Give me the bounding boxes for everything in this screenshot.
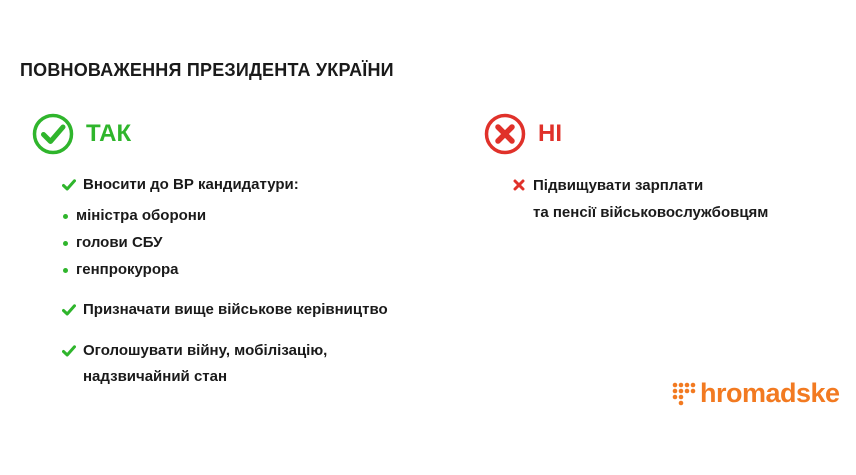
yes-heading-label: ТАК bbox=[86, 120, 132, 147]
list-item-raise-salaries-line1: Підвищувати зарплати bbox=[533, 177, 704, 194]
list-item-appoint bbox=[62, 297, 388, 323]
list-item-nominate bbox=[62, 172, 299, 198]
list-item-declare bbox=[62, 338, 327, 390]
page-title: ПОВНОВАЖЕННЯ ПРЕЗИДЕНТА УКРАЇНИ bbox=[20, 60, 394, 80]
list-item-declare-line2: надзвичайний стан bbox=[83, 368, 228, 385]
sub-item-sbu-head bbox=[62, 230, 163, 256]
sub-item-prosecutor bbox=[62, 257, 179, 283]
check-icon bbox=[62, 172, 76, 198]
sub-item-label: голови СБУ bbox=[76, 234, 163, 251]
list-item-raise-salaries-line2: та пенсії військовослужбовцям bbox=[533, 204, 769, 221]
bullet-dot-icon bbox=[62, 257, 68, 283]
sub-item-label: міністра оборони bbox=[76, 207, 207, 224]
bullet-dot-icon bbox=[62, 230, 68, 256]
logo-text: hromadske bbox=[700, 378, 840, 408]
list-item-nominate-label: Вносити до ВР кандидатури: bbox=[83, 176, 299, 193]
sub-item-defense-minister bbox=[62, 203, 206, 229]
sub-item-label: генпрокурора bbox=[76, 261, 179, 278]
cross-circle-icon bbox=[484, 113, 526, 155]
yes-heading bbox=[32, 113, 131, 155]
check-icon bbox=[62, 338, 76, 364]
hromadske-logo bbox=[672, 378, 840, 409]
check-circle-icon bbox=[32, 113, 74, 155]
check-icon bbox=[62, 297, 76, 323]
list-item-raise-salaries-text bbox=[533, 172, 768, 226]
hromadske-dots-icon bbox=[672, 382, 696, 406]
list-item-declare-text bbox=[83, 338, 327, 390]
list-item-raise-salaries bbox=[512, 172, 768, 226]
list-item-appoint-label: Призначати вище військове керівництво bbox=[83, 301, 388, 318]
no-heading bbox=[484, 113, 562, 155]
list-item-declare-line1: Оголошувати війну, мобілізацію, bbox=[83, 342, 328, 359]
no-heading-label: НІ bbox=[538, 120, 562, 147]
bullet-dot-icon bbox=[62, 203, 68, 229]
cross-icon bbox=[512, 172, 526, 198]
